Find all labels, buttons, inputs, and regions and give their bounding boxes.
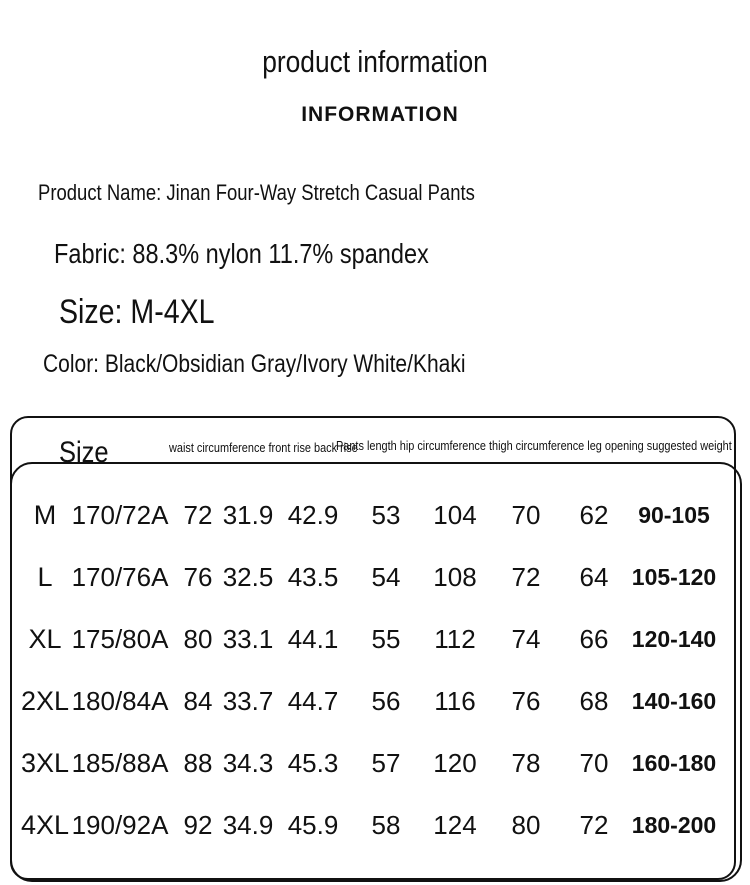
cell-leg-opening: 68 (579, 686, 609, 716)
cell-back-rise: 45.3 (287, 748, 339, 778)
cell-thigh: 72 (511, 562, 541, 592)
cell-pants-length: 54 (371, 562, 401, 592)
cell-back-rise: 42.9 (287, 500, 339, 530)
cell-height-waist: 170/72A (71, 500, 169, 530)
cell-waist: 88 (183, 748, 213, 778)
cell-hip: 120 (433, 748, 477, 778)
cell-pants-length: 53 (371, 500, 401, 530)
size-column-header: Size (59, 436, 109, 469)
column-headers-left: waist circumference front rise back rise (169, 440, 358, 455)
column-headers-right: Pants length hip circumference thigh circumference leg opening suggested weight (336, 438, 732, 453)
cell-thigh: 78 (511, 748, 541, 778)
cell-hip: 124 (433, 810, 477, 840)
product-size-range: Size: M-4XL (59, 293, 215, 331)
cell-height-waist: 190/92A (71, 810, 169, 840)
cell-front-rise: 34.9 (222, 810, 274, 840)
cell-leg-opening: 72 (579, 810, 609, 840)
cell-front-rise: 34.3 (222, 748, 274, 778)
cell-pants-length: 57 (371, 748, 401, 778)
cell-thigh: 74 (511, 624, 541, 654)
cell-height-waist: 175/80A (71, 624, 169, 654)
cell-back-rise: 44.7 (287, 686, 339, 716)
cell-hip: 108 (433, 562, 477, 592)
page-subtitle: INFORMATION (301, 103, 459, 126)
page-title: product information (262, 44, 488, 79)
cell-thigh: 76 (511, 686, 541, 716)
cell-thigh: 80 (511, 810, 541, 840)
product-name: Product Name: Jinan Four-Way Stretch Casual Pants (38, 180, 475, 205)
cell-back-rise: 44.1 (287, 624, 339, 654)
cell-size: L (37, 562, 53, 592)
cell-front-rise: 33.1 (222, 624, 274, 654)
cell-waist: 72 (183, 500, 213, 530)
cell-leg-opening: 70 (579, 748, 609, 778)
cell-pants-length: 58 (371, 810, 401, 840)
cell-hip: 116 (434, 686, 476, 716)
cell-waist: 76 (183, 562, 213, 592)
cell-front-rise: 32.5 (222, 562, 274, 592)
cell-hip: 104 (433, 500, 477, 530)
cell-front-rise: 31.9 (222, 500, 274, 530)
cell-size: 3XL (20, 748, 70, 778)
cell-suggested-weight: 140-160 (631, 688, 717, 714)
cell-leg-opening: 64 (579, 562, 609, 592)
cell-suggested-weight: 180-200 (631, 812, 717, 838)
cell-size: XL (28, 624, 62, 654)
cell-pants-length: 56 (371, 686, 401, 716)
cell-pants-length: 55 (371, 624, 401, 654)
product-colors: Color: Black/Obsidian Gray/Ivory White/Khaki (43, 350, 466, 378)
cell-height-waist: 170/76A (71, 562, 169, 592)
cell-waist: 80 (183, 624, 213, 654)
cell-leg-opening: 66 (579, 624, 609, 654)
product-fabric: Fabric: 88.3% nylon 11.7% spandex (54, 238, 429, 269)
cell-hip: 112 (434, 624, 476, 654)
cell-back-rise: 45.9 (287, 810, 339, 840)
cell-suggested-weight: 90-105 (638, 502, 710, 528)
cell-suggested-weight: 160-180 (631, 750, 717, 776)
cell-suggested-weight: 105-120 (631, 564, 717, 590)
cell-thigh: 70 (511, 500, 541, 530)
cell-front-rise: 33.7 (222, 686, 274, 716)
cell-suggested-weight: 120-140 (631, 626, 717, 652)
cell-size: 4XL (20, 810, 70, 840)
cell-back-rise: 43.5 (287, 562, 339, 592)
cell-height-waist: 185/88A (71, 748, 169, 778)
cell-size: M (33, 500, 57, 530)
cell-size: 2XL (20, 686, 70, 716)
cell-leg-opening: 62 (579, 500, 609, 530)
cell-waist: 84 (183, 686, 213, 716)
cell-waist: 92 (183, 810, 213, 840)
cell-height-waist: 180/84A (71, 686, 169, 716)
